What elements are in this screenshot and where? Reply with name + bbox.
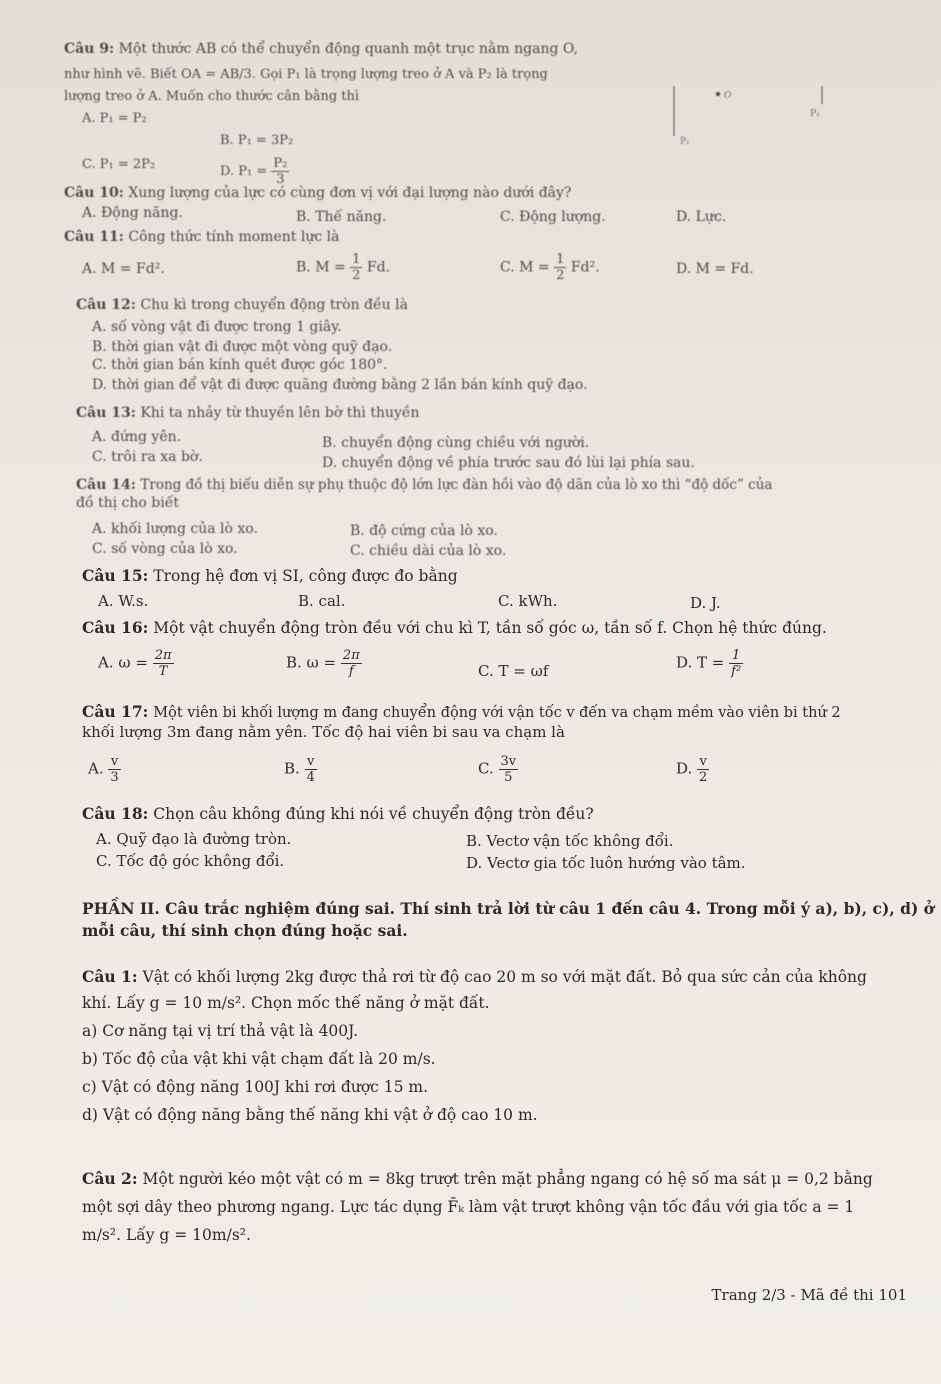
q18-stem: Câu 18: Chọn câu không đúng khi nói về chuyển động tròn đều? [82, 804, 594, 823]
q15-option-d: D. J. [690, 594, 721, 612]
q16-option-b: B. ω = $\frac{2\pi}{f}$ [286, 648, 360, 679]
p2q2-line3: m/s². Lấy g = 10m/s². [82, 1226, 251, 1244]
p2q2-line1: Câu 2: Một người kéo một vật có m = 8kg trượt trên mặt phẳng ngang có hệ số ma sát μ = 0,2 bằng [82, 1169, 873, 1188]
q9-option-b: B. P₁ = 3P₂ [220, 133, 294, 148]
q10-option-c: C. Động lượng. [500, 209, 606, 225]
q10-option-a: A. Động năng. [82, 205, 183, 221]
q16-option-d: D. T = $\frac{1}{\text{f²}}$ [676, 648, 742, 679]
q17-option-a: A. $\frac{v}{3}$ [88, 754, 119, 785]
q10-option-b: B. Thế năng. [296, 209, 387, 225]
q18-option-c: C. Tốc độ góc không đổi. [96, 852, 285, 870]
q15-option-b: B. cal. [298, 592, 346, 610]
q9-option-c: C. P₁ = 2P₂ [82, 157, 156, 172]
q15-option-a: A. W.s. [98, 592, 149, 610]
q9-line1: Câu 9: Một thước AB có thể chuyển động quanh một trục nằm ngang O, [64, 41, 578, 57]
q13-option-b: B. chuyển động cùng chiều với người. [322, 435, 590, 451]
q15-stem: Câu 15: Trong hệ đơn vị SI, công được đo bằng [82, 566, 458, 585]
q17-option-b: B. $\frac{v}{4}$ [284, 754, 315, 785]
p2q2-line2: một sợi dây theo phương ngang. Lực tác dụng F̄ₖ làm vật trượt không vận tốc đầu với gia tốc a = 1 [82, 1198, 855, 1216]
p2q1-statement-c: c) Vật có động năng 100J khi rơi được 15 m. [82, 1078, 429, 1096]
q11-option-c: C. M = $\frac{1}{2}$ Fd². [500, 252, 600, 283]
p1-label: P₁ [680, 137, 690, 147]
q18-option-b: B. Vectơ vận tốc không đổi. [466, 832, 674, 850]
q9-option-a: A. P₁ = P₂ [82, 111, 147, 126]
p2-label: P₂ [810, 109, 820, 119]
part-2-line1: PHẦN II. Câu trắc nghiệm đúng sai. Thí sinh trả lời từ câu 1 đến câu 4. Trong mỗi ý a), b), c), d) ở [82, 899, 935, 918]
q17-line2: khối lượng 3m đang nằm yên. Tốc độ hai viên bi sau va chạm là [82, 723, 565, 741]
q11-option-a: A. M = Fd². [82, 261, 165, 277]
q13-option-d: D. chuyển động về phía trước sau đó lùi lại phía sau. [322, 455, 695, 471]
p2q1-statement-a: a) Cơ năng tại vị trí thả vật là 400J. [82, 1022, 359, 1040]
p2q1-statement-b: b) Tốc độ của vật khi vật chạm đất là 20 m/s. [82, 1050, 436, 1068]
q16-option-a: A. ω = $\frac{2\pi}{T}$ [98, 648, 172, 679]
lever-figure [640, 80, 850, 160]
q13-stem: Câu 13: Khi ta nhảy từ thuyền lên bờ thì thuyền [76, 405, 420, 421]
q12-stem: Câu 12: Chu kì trong chuyển động tròn đều là [76, 297, 408, 313]
q14-option-d: C. chiều dài của lò xo. [350, 543, 507, 559]
q12-option-d: D. thời gian để vật đi được quãng đường bằng 2 lần bán kính quỹ đạo. [92, 377, 588, 393]
q14-option-b: B. độ cứng của lò xo. [350, 523, 498, 539]
q11-stem: Câu 11: Công thức tính moment lực là [64, 229, 340, 245]
q17-line1: Câu 17: Một viên bi khối lượng m đang chuyển động với vận tốc v đến va chạm mềm vào viên bi thứ 2 [82, 702, 841, 721]
page-footer: Trang 2/3 - Mã đề thi 101 [711, 1286, 907, 1304]
q10-option-d: D. Lực. [676, 209, 727, 225]
q9-option-d: D. P₁ = $\frac{\text{P₂}}{3}$ [220, 156, 288, 187]
q12-option-a: A. số vòng vật đi được trong 1 giây. [92, 319, 342, 335]
q16-stem: Câu 16: Một vật chuyển động tròn đều với chu kì T, tần số góc ω, tần số f. Chọn hệ thức đúng. [82, 618, 827, 637]
q10-stem: Câu 10: Xung lượng của lực có cùng đơn vị với đại lượng nào dưới đây? [64, 185, 572, 201]
q9-line2: như hình vẽ. Biết OA = AB/3. Gọi P₁ là trọng lượng treo ở A và P₂ là trọng [64, 67, 548, 82]
q11-option-b: B. M = $\frac{1}{2}$ Fd. [296, 252, 391, 283]
q18-option-d: D. Vectơ gia tốc luôn hướng vào tâm. [466, 854, 746, 872]
q13-option-a: A. đứng yên. [92, 429, 182, 445]
q14-option-c: C. số vòng của lò xo. [92, 541, 238, 557]
p2q1-line1: Câu 1: Vật có khối lượng 2kg được thả rơi từ độ cao 20 m so với mặt đất. Bỏ qua sức cản của không [82, 967, 867, 986]
q16-option-c: C. T = ωf [478, 662, 549, 680]
q14-line2: đồ thị cho biết [76, 495, 179, 511]
p2q1-line2: khí. Lấy g = 10 m/s². Chọn mốc thế năng ở mặt đất. [82, 994, 490, 1012]
pivot-label: O [724, 91, 732, 101]
q18-option-a: A. Quỹ đạo là đường tròn. [96, 830, 292, 848]
q9-line3: lượng treo ở A. Muốn cho thước cân bằng thì [64, 89, 360, 104]
part-2-line2: mỗi câu, thí sinh chọn đúng hoặc sai. [82, 921, 408, 940]
q12-option-b: B. thời gian vật đi được một vòng quỹ đạo. [92, 339, 393, 355]
q15-option-c: C. kWh. [498, 592, 558, 610]
q9-option-d-fraction: $\frac{\text{P₂}}{3}$ [273, 156, 288, 187]
q17-option-d: D. $\frac{v}{2}$ [676, 754, 708, 785]
p2q1-statement-d: d) Vật có động năng bằng thế năng khi vật ở độ cao 10 m. [82, 1106, 538, 1124]
q12-option-c: C. thời gian bán kính quét được góc 180°. [92, 357, 388, 373]
pivot-point [716, 92, 720, 96]
q11-option-d: D. M = Fd. [676, 261, 754, 277]
q13-option-c: C. trôi ra xa bờ. [92, 449, 203, 465]
q14-option-a: A. khối lượng của lò xo. [92, 521, 258, 537]
q17-option-c: C. $\frac{3v}{5}$ [478, 754, 517, 785]
q14-line1: Câu 14: Trong đồ thị biểu diễn sự phụ thuộc độ lớn lực đàn hồi vào độ dãn của lò xo thì “độ dốc” của [76, 477, 773, 493]
